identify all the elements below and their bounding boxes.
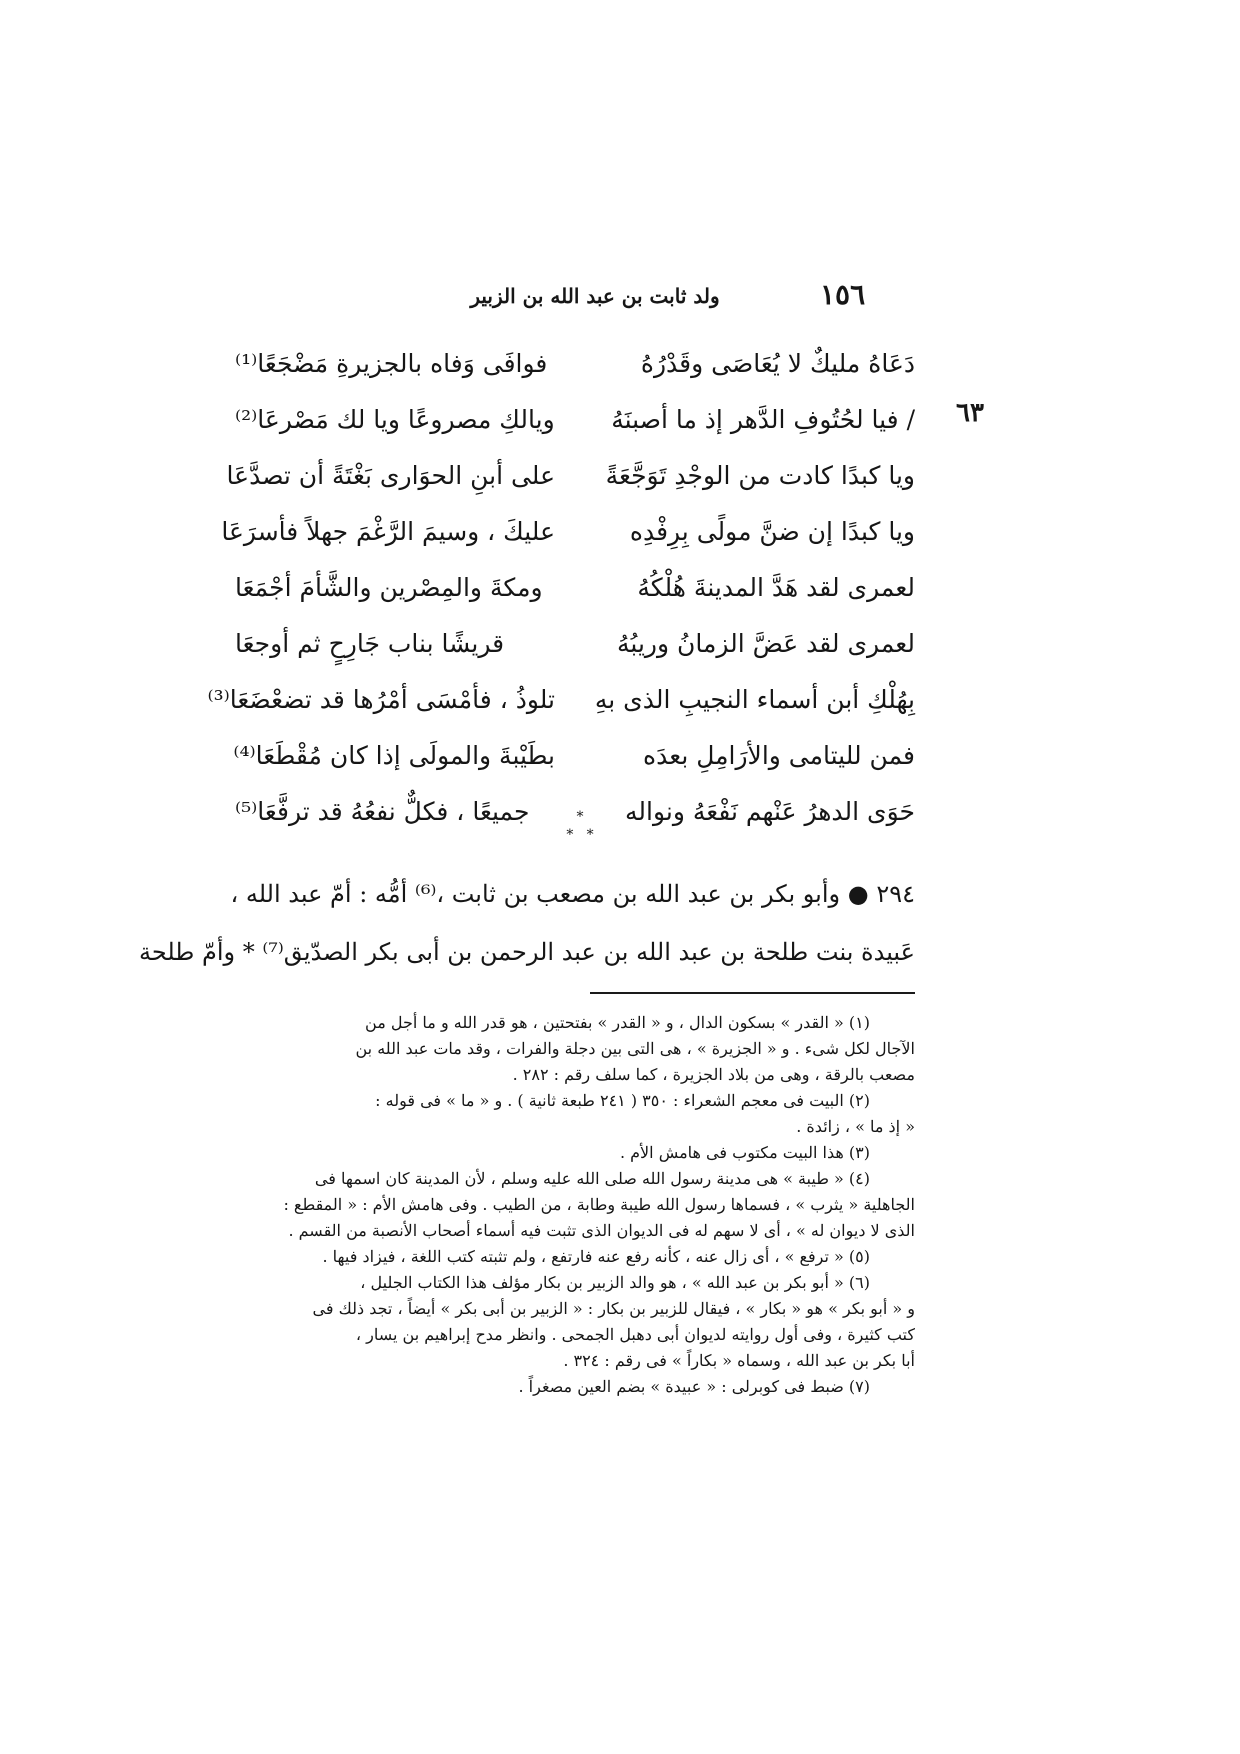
footnote-line: (٣) هذا البيت مكتوب فى هامش الأم . (619, 1143, 870, 1162)
hemistich-second: عليكَ ، وسيمَ الرَّغْمَ جهلاً فأسرَعَا (221, 516, 555, 546)
hemistich-second: ويالكِ مصروعًا ويا لك مَصْرعَا⁽²⁾ (235, 404, 555, 434)
hemistich-first: ويا كبدًا إن ضنَّ مولًى بِرِفْدِه (629, 516, 915, 546)
footnote-line: (٧) ضبط فى كوبرلى : « عبيدة » بضم العين مصغراً . (518, 1377, 870, 1396)
verse (235, 727, 915, 783)
hemistich-second: جميعًا ، فكلٌّ نفعُهُ قد ترفَّعَا⁽⁵⁾ (235, 796, 530, 826)
entry-line: ٢٩٤ ● وأبو بكر بن عبد الله بن مصعب بن ثابت ،⁽⁶⁾ أمُّه : أمّ عبد الله ، (230, 880, 915, 908)
hemistich-first: لعمرى لقد هَدَّ المدينةَ هُلْكُهُ (637, 572, 915, 602)
running-header: ولد ثابت بن عبد الله بن الزبير (470, 284, 720, 308)
hemistich-second: على أبنِ الحوَارى بَغْتَةً أن تصدَّعَا (226, 460, 555, 490)
footnote-line: (١) « القدر » بسكون الدال ، و « القدر » بفتحتين ، هو قدر الله و ما أجل من (365, 1013, 870, 1032)
footnote-line: (٥) « ترفع » ، أى زال عنه ، كأنه رفع عنه فارتفع ، ولم تثبته كتب اللغة ، فيزاد فيها . (322, 1247, 870, 1266)
footnote-line: مصعب بالرقة ، وهى من بلاد الجزيرة ، كما سلف رقم : ٢٨٢ . (512, 1065, 915, 1084)
footnote-line: « إذ ما » ، زائدة . (796, 1117, 915, 1136)
footnote-line: و « أبو بكر » هو « بكار » ، فيقال للزبير بن بكار : « الزبير بن أبى بكر » أيضاً ، تجد ذلك فى (312, 1299, 915, 1318)
hemistich-first: حَوَى الدهرُ عَنْهم نَفْعَهُ ونواله (625, 796, 915, 826)
footnote-line: (٦) « أبو بكر بن عبد الله » ، هو والد الزبير بن بكار مؤلف هذا الكتاب الجليل ، (360, 1273, 870, 1292)
footnote-line: الآجال لكل شىء . و « الجزيرة » ، هى التى بين دجلة والفرات ، وقد مات عبد الله بن (355, 1039, 915, 1058)
footnote-line: الجاهلية « يثرب » ، فسماها رسول الله طيبة وطابة ، من الطيب . وفى هامش الأم : « المقطع : (283, 1195, 915, 1214)
footnote-line: (٤) « طيبة » هى مدينة رسول الله صلى الله عليه وسلم ، لأن المدينة كان اسمها فى (314, 1169, 870, 1188)
hemistich-second: قريشًا بناب جَارِحٍ ثم أوجعَا (235, 628, 505, 658)
verse (235, 391, 915, 447)
hemistich-second: ومكةَ والمِصْرين والشَّأمَ أجْمَعَا (235, 572, 543, 602)
hemistich-second: تلوذُ ، فأمْسَى أمْرُها قد تضعْضَعَا⁽³⁾ (207, 684, 555, 714)
margin-number: ٦٣ (956, 398, 984, 428)
verse (226, 447, 915, 503)
footnote-line: الذى لا ديوان له » ، أى لا سهم له فى الديوان الذى تثبت فيه أسماء أصحاب الأنصبة من القسم . (288, 1221, 915, 1240)
verse (235, 615, 915, 671)
biography-entry (138, 865, 915, 981)
hemistich-first: ويا كبدًا كادت من الوجْدِ تَوَجَّعَةً (605, 460, 915, 490)
hemistich-first: / فيا لحُتُوفِ الدَّهر إذ ما أصبنَهُ (611, 404, 915, 434)
page-number: ١٥٦ (820, 278, 866, 311)
verse (221, 503, 915, 559)
footnote-line: كتب كثيرة ، وفى أول روايته لديوان أبى دهبل الجمحى . وانظر مدح إبراهيم بن يسار ، (355, 1325, 915, 1344)
hemistich-first: بِهُلْكِ أبن أسماء النجيبِ الذى بهِ (594, 684, 915, 714)
footnote-line: (٢) البيت فى معجم الشعراء : ٣٥٠ ( ٢٤١ طبعة ثانية ) . و « ما » فى قوله : (375, 1091, 870, 1110)
verse (235, 559, 915, 615)
hemistich-first: دَعَاهُ مليكٌ لا يُعَاصَى وقَدْرُهُ (640, 348, 915, 378)
footnote-rule (590, 992, 915, 994)
verse (235, 335, 915, 391)
hemistich-first: لعمرى لقد عَضَّ الزمانُ وريبُهُ (617, 628, 915, 658)
verse (207, 671, 915, 727)
footnote-line: أبا بكر بن عبد الله ، وسماه « بكاراً » فى رقم : ٣٢٤ . (563, 1351, 915, 1370)
hemistich-second: فوافَى وَفاه بالجزيرةِ مَضْجَعًا⁽¹⁾ (235, 348, 548, 378)
section-separator: * * * (566, 809, 594, 843)
footnotes (235, 1010, 915, 1400)
hemistich-second: بطَيْبةَ والمولَى إذا كان مُقْطَعَا⁽⁴⁾ (233, 740, 555, 770)
entry-line: عَبيدة بنت طلحة بن عبد الله بن عبد الرحمن بن أبى بكر الصدّيق⁽⁷⁾ * وأمّ طلحة (138, 938, 915, 966)
poem (207, 335, 915, 839)
hemistich-first: فمن لليتامى والأرَامِلِ بعدَه (643, 740, 915, 770)
